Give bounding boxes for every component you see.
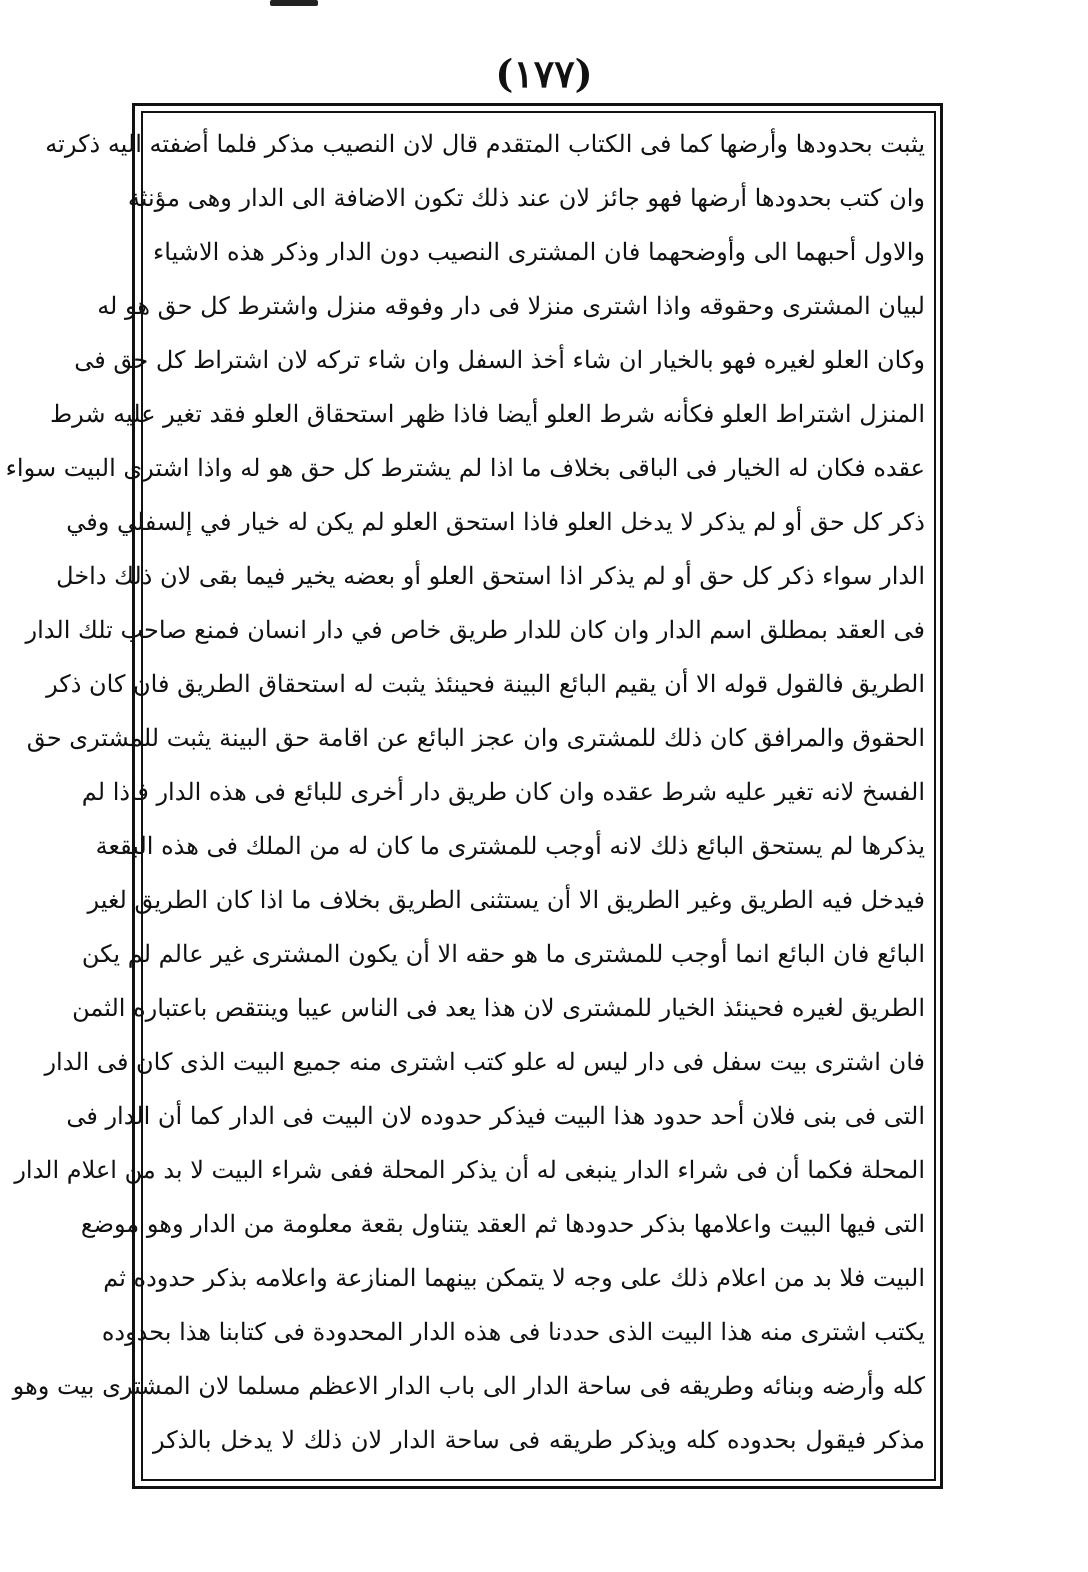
- text-line-8: ذكر كل حق أو لم يذكر لا يدخل العلو فاذا استحق العلو لم يكن له خيار في إلسفلي وفي: [66, 508, 925, 536]
- text-line-3: والاول أحبهما الى وأوضحهما فان المشترى النصيب دون الدار وذكر هذه الاشياء: [153, 238, 925, 266]
- text-line-1: يثبت بحدودها وأرضها كما فى الكتاب المتقدم قال لان النصيب مذكر فلما أضفته اليه ذكرته: [45, 130, 925, 158]
- text-line-15: فيدخل فيه الطريق وغير الطريق الا أن يستثنى الطريق بخلاف ما اذا كان الطريق لغير: [87, 886, 925, 914]
- text-line-10: فى العقد بمطلق اسم الدار وان كان للدار طريق خاص في دار انسان فمنع صاحب تلك الدار: [25, 616, 925, 644]
- top-edge-mark: [270, 0, 318, 6]
- text-line-24: كله وأرضه وبنائه وطريقه فى ساحة الدار الى باب الدار الاعظم مسلما لان المشترى بيت وهو: [12, 1372, 925, 1400]
- text-line-4: لبيان المشترى وحقوقه واذا اشترى منزلا فى دار وفوقه منزل واشترط كل حق هو له: [97, 292, 925, 320]
- text-line-16: البائع فان البائع انما أوجب للمشترى ما هو حقه الا أن يكون المشترى غير عالم لم يكن: [81, 940, 925, 968]
- text-line-19: التى فى بنى فلان أحد حدود هذا البيت فيذكر حدوده لان البيت فى الدار كما أن الدار فى: [66, 1102, 925, 1130]
- text-line-5: وكان العلو لغيره فهو بالخيار ان شاء أخذ السفل وان شاء تركه لان اشتراط كل حق فى: [74, 346, 925, 374]
- text-line-17: الطريق لغيره فحينئذ الخيار للمشترى لان هذا يعد فى الناس عيبا وينتقص باعتباره الثمن: [72, 994, 925, 1022]
- text-line-9: الدار سواء ذكر كل حق أو لم يذكر اذا استحق العلو أو بعضه يخير فيما بقى لان ذلك داخل: [56, 562, 925, 590]
- text-line-21: التى فيها البيت واعلامها بذكر حدودها ثم العقد يتناول بقعة معلومة من الدار وهو موضع: [80, 1210, 925, 1238]
- page-number: (١٧٧): [495, 51, 593, 96]
- text-line-7: عقده فكان له الخيار فى الباقى بخلاف ما اذا لم يشترط كل حق هو له واذا اشترى البيت سواء: [5, 454, 925, 482]
- text-line-2: وان كتب بحدودها أرضها فهو جائز لان عند ذلك تكون الاضافة الى الدار وهى مؤنثة: [127, 184, 925, 212]
- text-line-22: البيت فلا بد من اعلام ذلك على وجه لا يتمكن بينهما المنازعة واعلامه بذكر حدوده ثم: [103, 1264, 925, 1292]
- text-block: [5, 120, 925, 1475]
- text-line-6: المنزل اشتراط العلو فكأنه شرط العلو أيضا فاذا ظهر استحقاق العلو فقد تغير عليه شرط: [49, 400, 925, 428]
- text-line-12: الحقوق والمرافق كان ذلك للمشترى وان عجز البائع عن اقامة حق البينة يثبت للمشترى حق: [26, 724, 925, 752]
- text-line-23: يكتب اشترى منه هذا البيت الذى حددنا فى هذه الدار المحدودة فى كتابنا هذا بحدوده: [101, 1318, 925, 1346]
- text-line-11: الطريق فالقول قوله الا أن يقيم البائع البينة فحينئذ يثبت له استحقاق الطريق فان كان ذكر: [46, 670, 925, 698]
- text-line-14: يذكرها لم يستحق البائع ذلك لانه أوجب للمشترى ما كان له من الملك فى هذه البقعة: [95, 832, 925, 860]
- text-line-18: فان اشترى بيت سفل فى دار ليس له علو كتب اشترى منه جميع البيت الذى كان فى الدار: [44, 1048, 925, 1076]
- text-line-25: مذكر فيقول بحدوده كله ويذكر طريقه فى ساحة الدار لان ذلك لا يدخل بالذكر: [153, 1426, 925, 1454]
- text-line-20: المحلة فكما أن فى شراء الدار ينبغى له أن يذكر المحلة ففى شراء البيت لا بد من اعلام الدار: [14, 1156, 925, 1184]
- text-line-13: الفسخ لانه تغير عليه شرط عقده وان كان طريق دار أخرى للبائع فى هذه الدار فاذا لم: [81, 778, 925, 806]
